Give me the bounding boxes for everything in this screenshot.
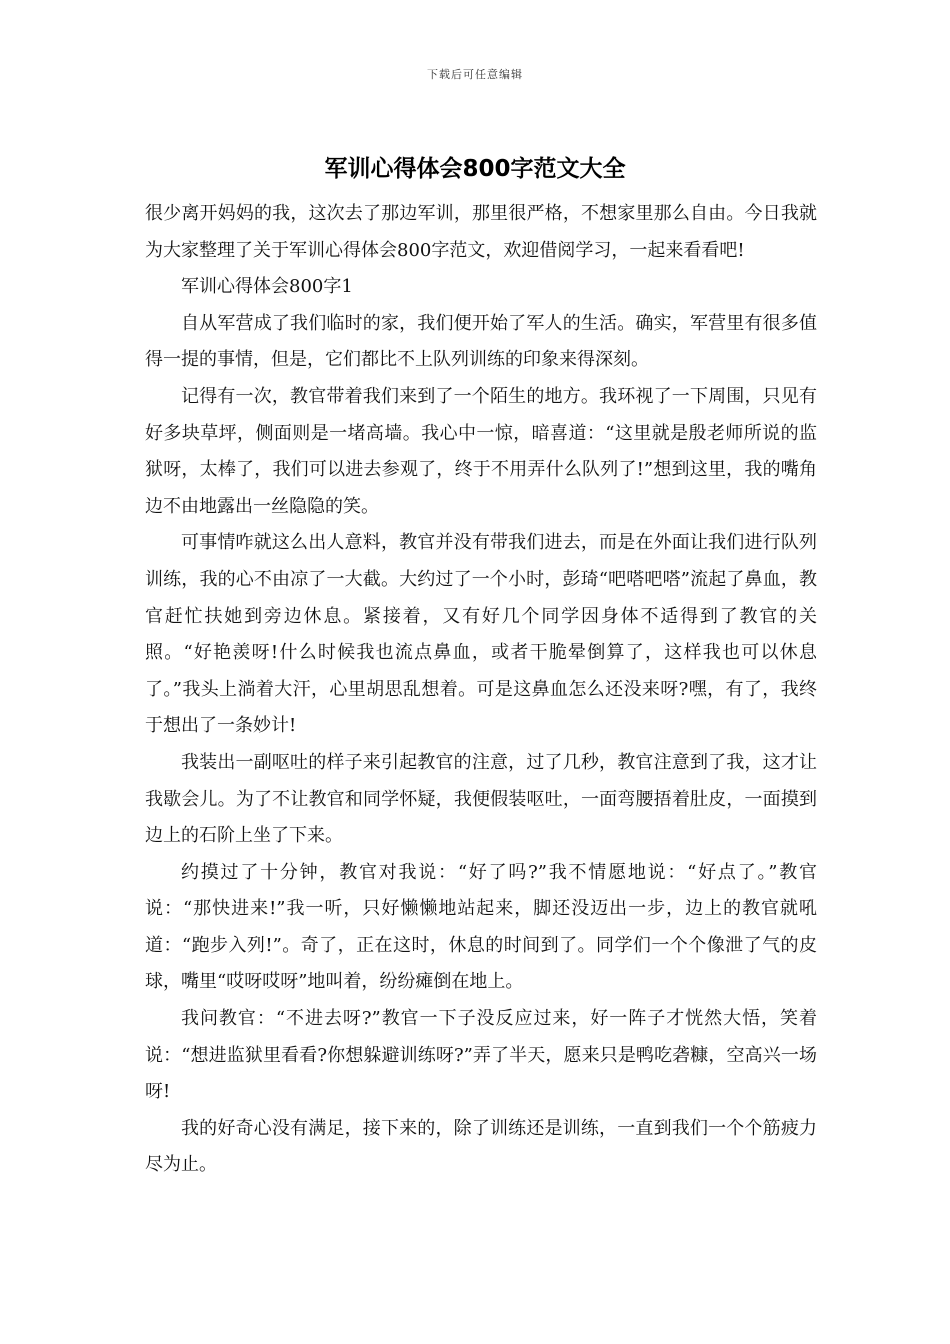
header-note: 下载后可任意编辑 xyxy=(427,68,523,81)
body-paragraph-2: 记得有一次，教官带着我们来到了一个陌生的地方。我环视了一下周围，只见有好多块草坪，侧面则是一堵高墙。我心中一惊，暗喜道：“这里就是殷老师所说的监狱呀，太棒了，我们可以进去参观了，终于不用弄什么队列了!”想到这里，我的嘴角边不由地露出一丝隐隐的笑。 xyxy=(145,385,817,517)
intro-paragraph: 很少离开妈妈的我，这次去了那边军训，那里很严格，不想家里那么自由。今日我就为大家整理了关于军训心得体会800字范文，欢迎借阅学习，一起来看看吧! xyxy=(145,203,817,261)
body-paragraph-5: 约摸过了十分钟，教官对我说：“好了吗?”我不情愿地说：“好点了。”教官说：“那快进来!”我一听，只好懒懒地站起来，脚还没迈出一步，边上的教官就吼道：“跑步入列!”。奇了，正在这时，休息的时间到了。同学们一个个像泄了气的皮球，嘴里“哎呀哎呀”地叫着，纷纷瘫倒在地上。 xyxy=(145,861,817,993)
section-heading: 军训心得体会800字1 xyxy=(181,276,353,298)
body-paragraph-7: 我的好奇心没有满足，接下来的，除了训练还是训练，一直到我们一个个筋疲力尽为止。 xyxy=(145,1117,817,1176)
body-paragraph-1: 自从军营成了我们临时的家，我们便开始了军人的生活。确实，军营里有很多值得一提的事情，但是，它们都比不上队列训练的印象来得深刻。 xyxy=(145,312,817,371)
body-paragraph-4: 我装出一副呕吐的样子来引起教官的注意，过了几秒，教官注意到了我，这才让我歇会儿。为了不让教官和同学怀疑，我便假装呕吐，一面弯腰捂着肚皮，一面摸到边上的石阶上坐了下来。 xyxy=(145,751,817,847)
body-paragraph-3: 可事情咋就这么出人意料，教官并没有带我们进去，而是在外面让我们进行队列训练，我的心不由凉了一大截。大约过了一个小时，彭琦“吧嗒吧嗒”流起了鼻血，教官赶忙扶她到旁边休息。紧接着，又有好几个同学因身体不适得到了教官的关照。“好艳羡呀!什么时候我也流点鼻血，或者干脆晕倒算了，这样我也可以休息了。”我头上淌着大汗，心里胡思乱想着。可是这鼻血怎么还没来呀?嘿，有了，我终于想出了一条妙计! xyxy=(145,532,817,737)
body-paragraph-6: 我问教官：“不进去呀?”教官一下子没反应过来，好一阵子才恍然大悟，笑着说：“想进监狱里看看?你想躲避训练呀?”弄了半天，愿来只是鸭吃砻糠，空高兴一场呀! xyxy=(145,1008,817,1103)
document-body xyxy=(145,196,817,1184)
document-title: 军训心得体会800字范文大全 xyxy=(324,156,626,182)
